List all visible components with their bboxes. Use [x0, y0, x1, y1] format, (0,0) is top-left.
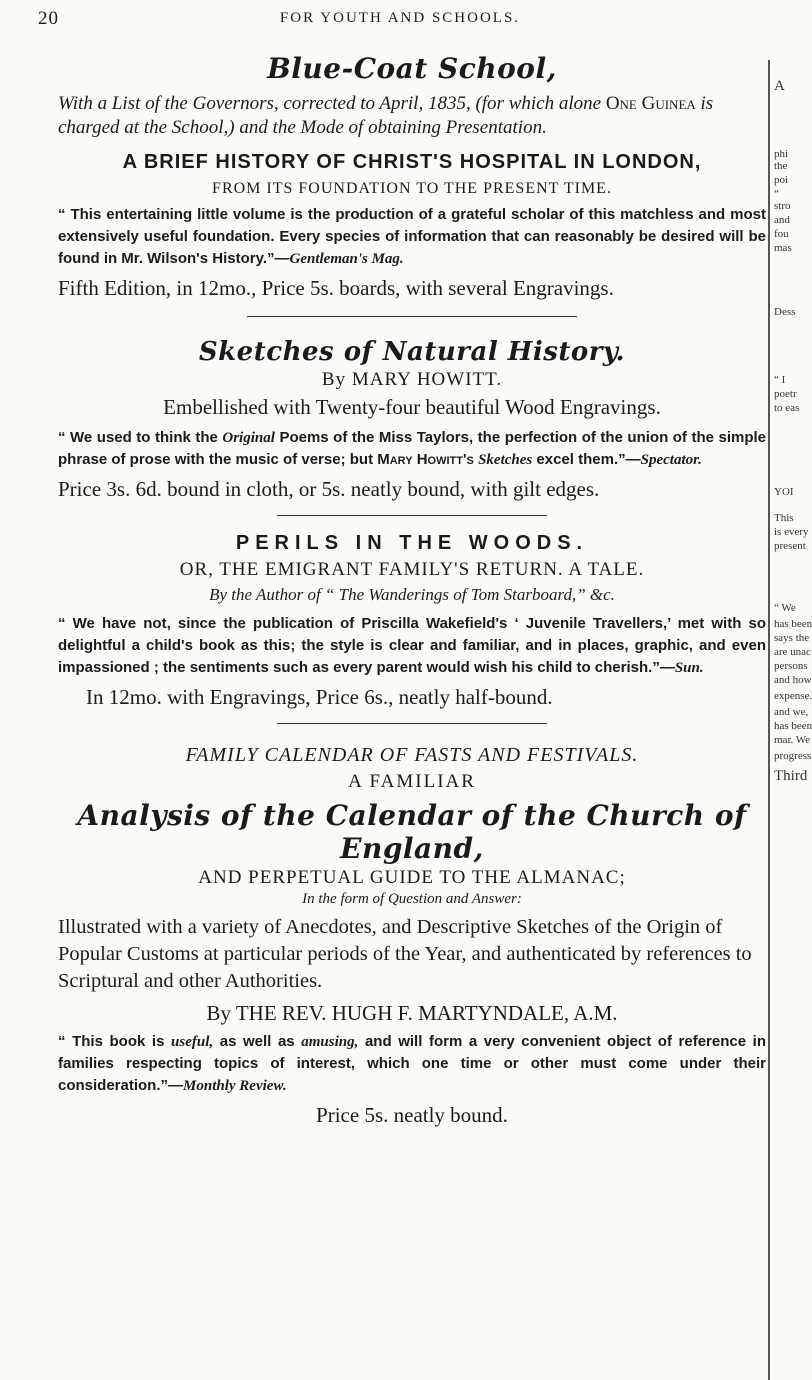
sketches-section [58, 337, 766, 503]
page-content [58, 52, 766, 1129]
sketches-title: Sketches of Natural History. [198, 337, 626, 367]
margin-fragment: says the [774, 632, 810, 644]
margin-fragment: are unac [774, 646, 811, 658]
blue-coat-lead-2: is charged at the School,) and the Mode of obtaining Presentation. [58, 93, 714, 138]
margin-fragment: “ I [774, 374, 786, 386]
calendar-title: FAMILY CALENDAR OF FASTS AND FESTIVALS. [185, 744, 639, 766]
margin-fragment: persons [774, 660, 808, 672]
blue-coat-quote-source: Gentleman's Mag. [289, 251, 404, 267]
perils-price: In 12mo. with Engravings, Price 6s., neatly half-bound. [86, 685, 553, 709]
running-head: FOR YOUTH AND SCHOOLS. [279, 10, 521, 26]
calendar-section [58, 744, 766, 1129]
blue-coat-price: Fifth Edition, in 12mo., Price 5s. boards, with several Engravings. [58, 276, 614, 300]
margin-fragment: Third [774, 768, 808, 784]
calendar-quote-3: and will form a very convenient object of reference in families respecting topics of interest, which one time or other must come under their consideration.”— [58, 1033, 766, 1094]
margin-fragment: phi [774, 148, 789, 160]
margin-fragment: YOI [774, 486, 794, 498]
perils-subtitle: OR, THE EMIGRANT FAMILY'S RETURN. A TALE. [179, 559, 645, 580]
margin-fragment: present [774, 540, 806, 552]
margin-fragment: This [774, 512, 794, 524]
calendar-author: By THE REV. HUGH F. MARTYNDALE, A.M. [206, 1001, 618, 1025]
margin-fragment: stro [774, 200, 791, 212]
calendar-quote-i2: amusing, [301, 1034, 359, 1050]
sketches-quote-sc: Mary Howitt's [377, 451, 474, 468]
sketches-author: By MARY HOWITT. [321, 369, 503, 390]
margin-fragment: mar. We [774, 734, 811, 746]
calendar-quote-source: Monthly Review. [183, 1078, 287, 1094]
blue-coat-section [58, 52, 766, 302]
facing-page-margin [768, 60, 812, 1380]
margin-fragment: Dess [774, 306, 796, 318]
calendar-familiar: A FAMILIAR [348, 771, 476, 792]
margin-fragment: mas [774, 242, 792, 254]
sketches-embellished: Embellished with Twenty-four beautiful Wood Engravings. [163, 395, 661, 419]
calendar-form: In the form of Question and Answer: [302, 891, 522, 907]
calendar-perpetual: AND PERPETUAL GUIDE TO THE ALMANAC; [198, 867, 626, 888]
margin-fragment: A [774, 78, 785, 94]
perils-review [58, 613, 766, 679]
sketches-review [58, 427, 766, 471]
perils-title: PERILS IN THE WOODS. [235, 532, 589, 554]
margin-fragment: and how [774, 674, 812, 686]
page-number: 20 [38, 8, 59, 29]
blue-coat-lead-sc: One Guinea [605, 93, 696, 114]
blue-coat-lead [58, 92, 766, 140]
calendar-review [58, 1031, 766, 1097]
sketches-price: Price 3s. 6d. bound in cloth, or 5s. neatly bound, with gilt edges. [58, 477, 600, 501]
sketches-quote-italic: Original [222, 430, 275, 446]
margin-fragment: and we, [774, 706, 809, 718]
margin-fragment: expense. [774, 690, 812, 702]
perils-quote-source: Sun. [674, 660, 704, 676]
margin-fragment: “ We [774, 602, 796, 614]
blue-coat-quote: “ This entertaining little volume is the production of a grateful scholar of this matchless and most extensively useful foundation. Every species of information that can reasonably be desired will be found in Mr. Wilson's History.”— [58, 206, 766, 267]
calendar-quote-1: “ This book is [58, 1033, 165, 1050]
margin-fragment: fou [774, 228, 789, 240]
margin-fragment: progress [774, 750, 812, 762]
calendar-illustrated: Illustrated with a variety of Anecdotes, and Descriptive Sketches of the Origin of Popular Customs at particular periods of the Year, and authenticated by references to Scriptural and other Authorities. [58, 916, 752, 992]
margin-fragment: “ [774, 188, 779, 200]
calendar-quote-i1: useful, [171, 1034, 214, 1050]
calendar-quote-2: as well as [219, 1033, 295, 1050]
page-header [0, 0, 800, 40]
sketches-quote-3: Sketches [478, 452, 533, 468]
margin-fragment: poetr [774, 388, 797, 400]
calendar-price: Price 5s. neatly bound. [316, 1103, 508, 1127]
section-divider [277, 723, 547, 724]
margin-fragment: is every [774, 526, 809, 538]
blue-coat-title: Blue-Coat School, [267, 52, 557, 85]
perils-author-line: By the Author of “ The Wanderings of Tom Starboard,” &c. [209, 585, 615, 604]
sketches-quote-source: Spectator. [640, 452, 702, 468]
section-divider [277, 515, 547, 516]
margin-fragment: to eas [774, 402, 800, 414]
sketches-quote-2: Poems of the Miss Taylors, the perfection of the union of the simple phrase of prose with the music of verse; but [58, 429, 766, 468]
margin-fragment: the [774, 160, 788, 172]
calendar-analysis: Analysis of the Calendar of the Church of England, [77, 799, 747, 865]
margin-fragment: poi [774, 174, 789, 186]
sketches-quote-1: “ We used to think the [58, 429, 218, 446]
sketches-quote-4: excel them.”— [536, 451, 641, 468]
history-from-line: FROM ITS FOUNDATION TO THE PRESENT TIME. [212, 180, 612, 197]
margin-fragment: has been [774, 618, 812, 630]
history-title: A BRIEF HISTORY OF CHRIST'S HOSPITAL IN LONDON, [122, 151, 702, 173]
perils-quote: “ We have not, since the publication of Priscilla Wakefield's ‘ Juvenile Travellers,’ met with so delightful a child's book as this; the style is clear and familiar, and in places, graphic, and even impassioned ; the sentiments such as every parent would wish his child to cherish.”— [58, 615, 766, 676]
perils-section [58, 532, 766, 711]
section-divider [247, 316, 577, 317]
blue-coat-review [58, 204, 766, 270]
blue-coat-lead-1: With a List of the Governors, corrected to April, 1835, (for which alone [58, 93, 602, 114]
margin-fragment: and [774, 214, 790, 226]
margin-fragment: has been [774, 720, 812, 732]
